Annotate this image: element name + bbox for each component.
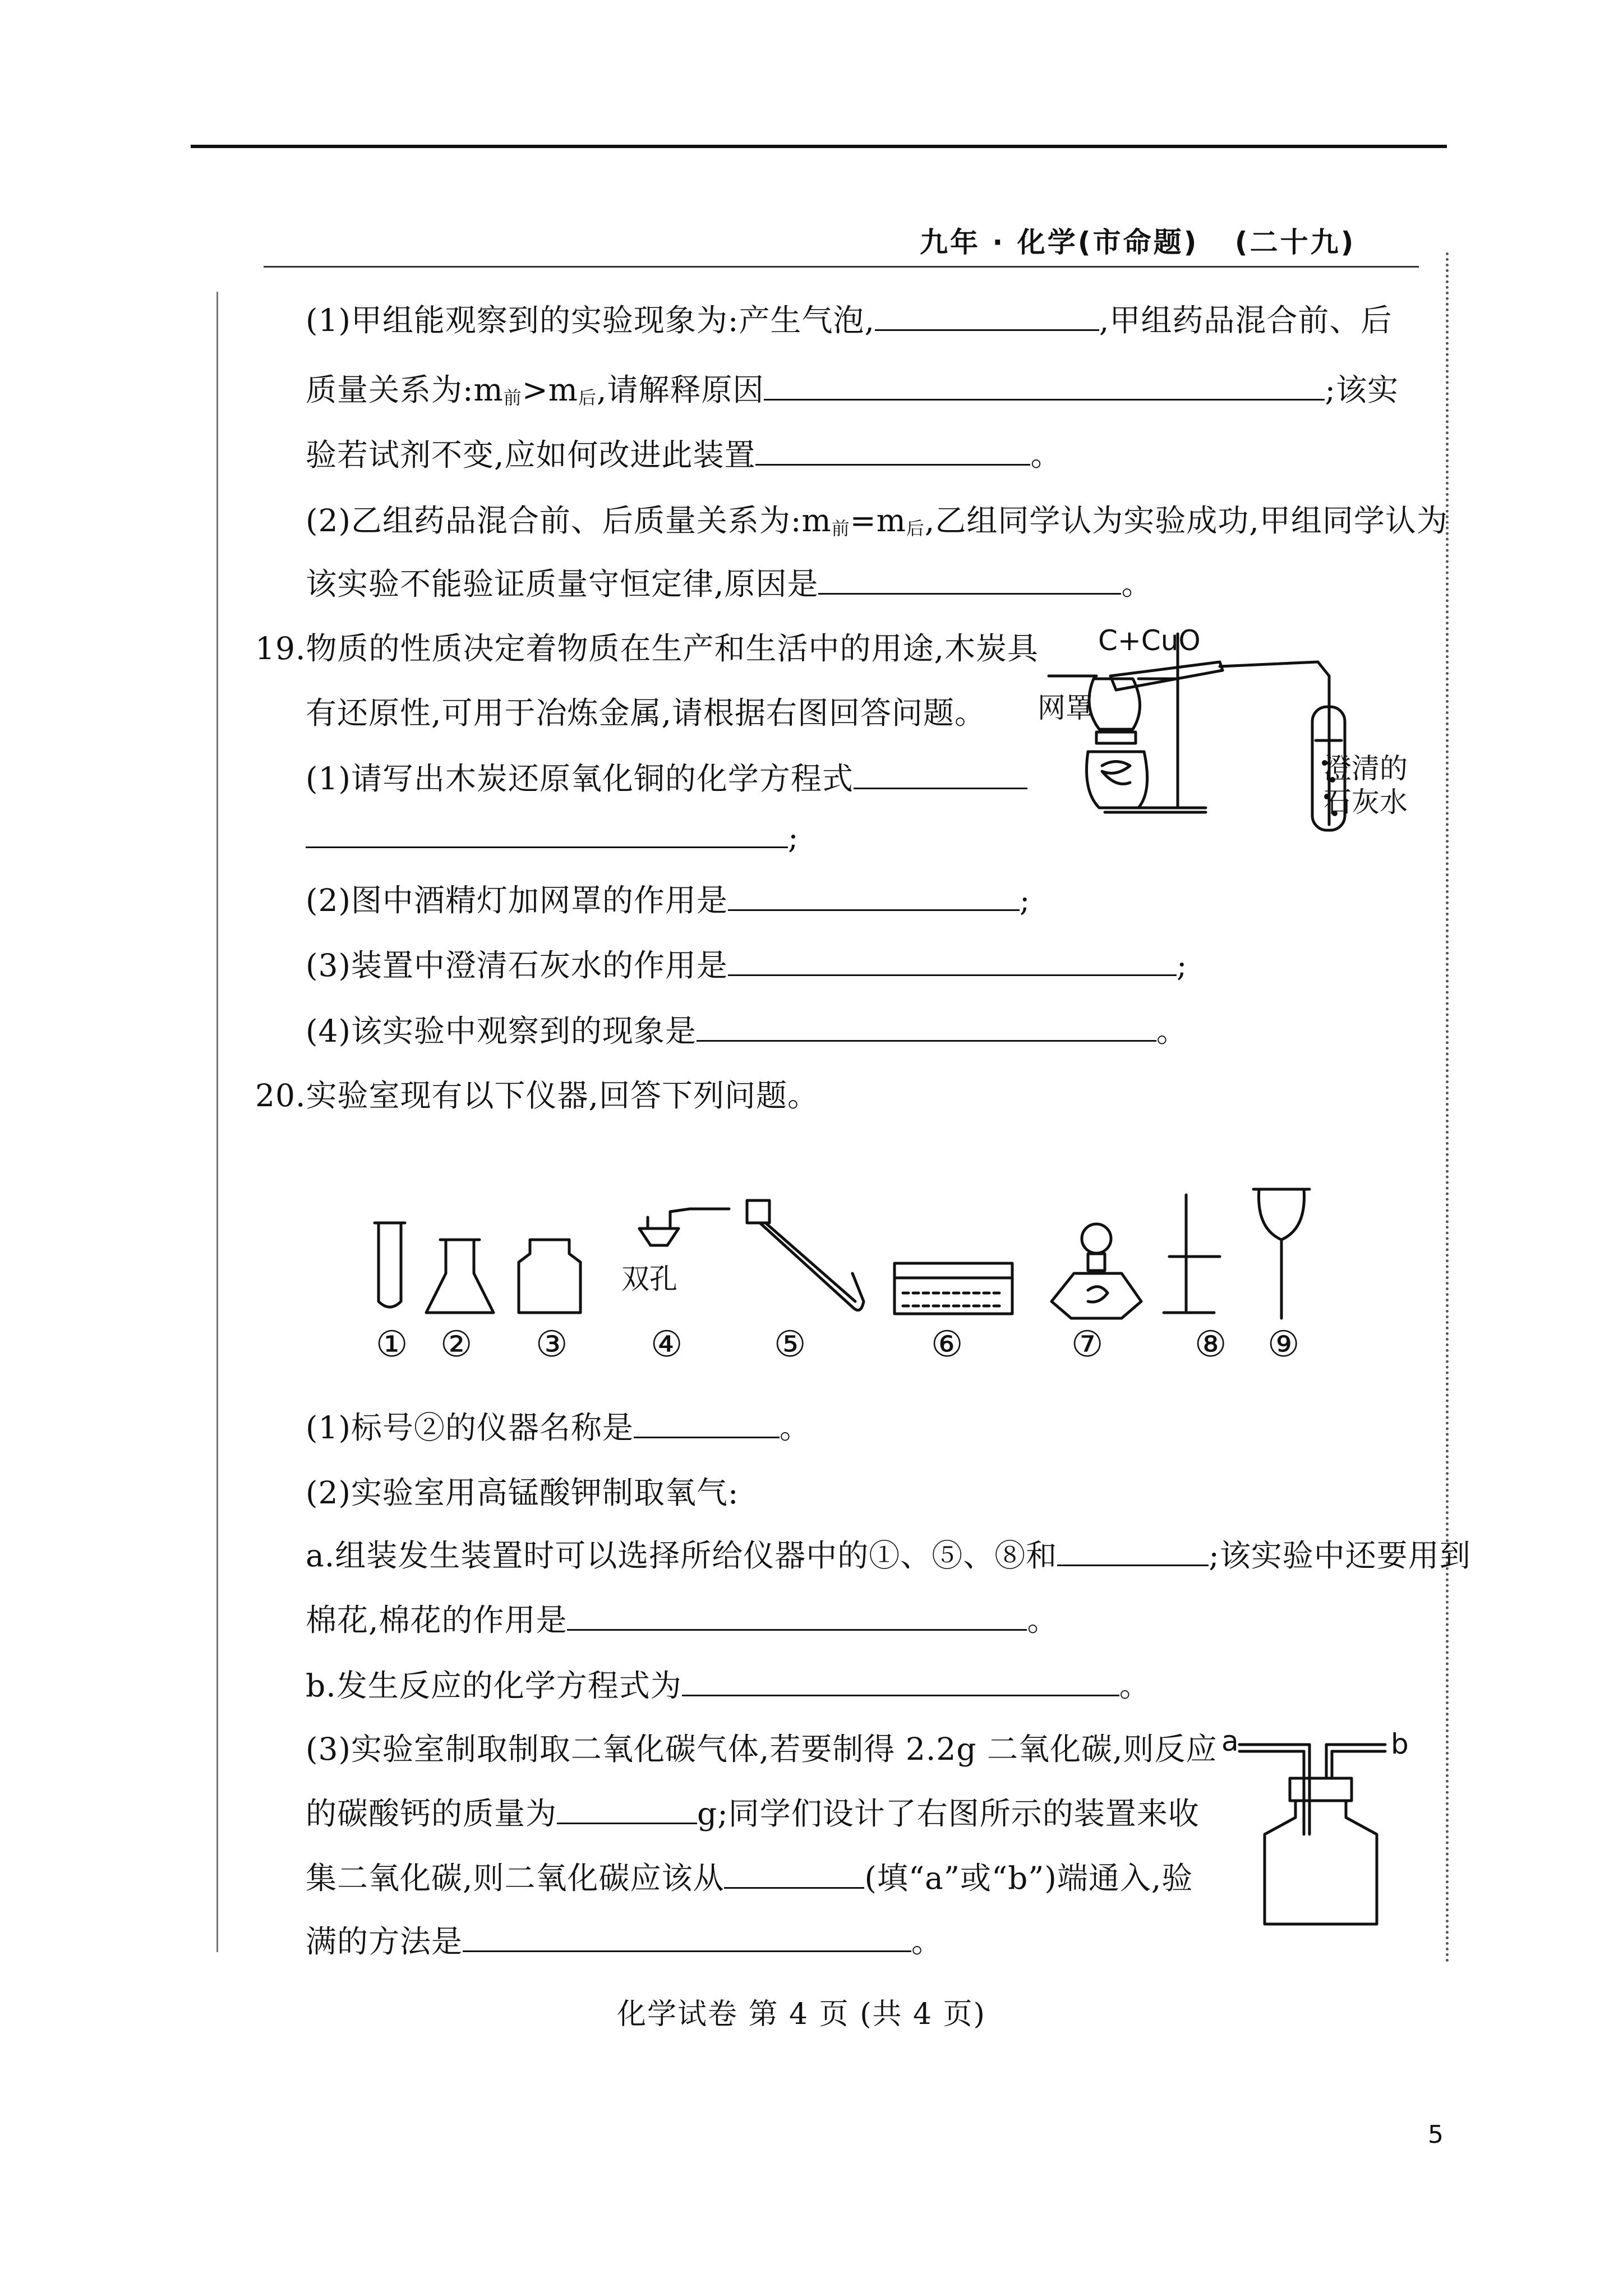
q18-p1-line3: 验若试剂不变,应如何改进此装置 。 [306,437,1062,473]
q20-sub2b: b.发生反应的化学方程式为 。 [306,1668,1151,1704]
header-underline [264,266,1419,268]
answer-blank[interactable] [728,947,1177,976]
delivery-tube-icon [747,1200,864,1310]
q20-sub3-line4: 满的方法是 。 [306,1924,943,1959]
fig-label-limewater-2: 石灰水 [1324,786,1408,818]
instrument-number-8: ⑧ [1195,1324,1227,1365]
answer-blank[interactable] [854,761,1027,789]
q18-p1-line1: (1)甲组能观察到的实验现象为:产生气泡, ,甲组药品混合前、后 [306,302,1393,338]
answer-blank[interactable] [764,372,1325,401]
conical-flask-icon [426,1240,494,1313]
instrument-number-1: ① [376,1324,408,1365]
q19-stem-line1: 19.物质的性质决定着物质在生产和生活中的用途,木炭具 [255,631,1039,666]
fig-label-limewater-1: 澄清的 [1324,752,1408,785]
gas-collection-bottle-figure [1217,1728,1408,1930]
fig-label-mesh: 网罩 [1038,692,1094,724]
answer-blank[interactable] [724,1860,864,1889]
answer-blank[interactable] [634,1410,780,1438]
answer-blank[interactable] [557,1796,697,1824]
page-header [920,220,1355,260]
label-two-hole: 双孔 [621,1263,677,1295]
water-trough-icon [895,1263,1012,1314]
answer-blank[interactable] [306,820,788,848]
q18-p1-line2: 质量关系为:m前>m后,请解释原因 ;该实 [306,372,1399,408]
page-footer: 化学试卷 第 4 页 (共 4 页) [617,1998,986,2031]
page-number: 5 [1428,2120,1444,2149]
header-number: (二十九) [1234,226,1356,259]
q19-sub1: (1)请写出木炭还原氧化铜的化学方程式 [306,760,1027,797]
q18-p2-line1: (2)乙组药品混合前、后质量关系为:m前=m后,乙组同学认为实验成功,甲组同学认为 [306,503,1448,539]
q19-sub1-cont: ; [306,819,799,856]
q20-stem: 20.实验室现有以下仪器,回答下列问题。 [255,1078,819,1114]
header-title: 九年 · 化学(市命题) [920,226,1199,259]
answer-blank[interactable] [682,1668,1119,1696]
q20-sub2a-line1: a.组装发生装置时可以选择所给仪器中的①、⑤、⑧和 ;该实验中还要用到 [306,1538,1471,1573]
instrument-number-2: ② [440,1324,473,1365]
separatory-funnel-icon [1253,1189,1310,1318]
answer-blank[interactable] [567,1602,1027,1631]
q20-sub2: (2)实验室用高锰酸钾制取氧气: [306,1475,739,1511]
q19-stem-line2: 有还原性,可用于冶炼金属,请根据右图回答问题。 [306,695,986,731]
answer-blank[interactable] [818,566,1121,595]
answer-blank[interactable] [875,302,1099,331]
instrument-number-3: ③ [536,1324,568,1365]
top-rule [191,145,1447,148]
q20-sub2a-line2: 棉花,棉花的作用是 。 [306,1602,1059,1638]
q20-sub3-line1: (3)实验室制取制取二氧化碳气体,若要制得 2.2g 二氧化碳,则反应 [306,1731,1218,1767]
fig-label-c-cuo: C+CuO [1098,624,1201,657]
test-tube-icon [375,1223,405,1307]
two-hole-stopper-icon [639,1209,729,1245]
answer-blank[interactable] [697,1013,1156,1042]
bottle-port-a: a [1221,1725,1239,1757]
bottle-port-b: b [1391,1728,1409,1760]
lab-instruments-figure [348,1139,1335,1329]
left-margin-line [216,292,218,1952]
alcohol-lamp-icon [1052,1224,1141,1318]
instrument-number-9: ⑨ [1267,1324,1300,1365]
wide-mouth-bottle-icon [519,1240,580,1313]
answer-blank[interactable] [1057,1538,1209,1566]
q20-sub3-line2: 的碳酸钙的质量为 g;同学们设计了右图所示的装置来收 [306,1796,1200,1832]
instrument-number-7: ⑦ [1071,1324,1104,1365]
instrument-number-4: ④ [651,1324,683,1365]
q19-sub2: (2)图中酒精灯加网罩的作用是 ; [306,882,1031,918]
q20-sub3-line3: 集二氧化碳,则二氧化碳应该从 (填“a”或“b”)端通入,验 [306,1860,1193,1896]
q19-sub4: (4)该实验中观察到的现象是 。 [306,1013,1188,1049]
q18-p2-line2: 该实验不能验证质量守恒定律,原因是 。 [306,566,1153,602]
q20-sub1: (1)标号②的仪器名称是 。 [306,1410,811,1446]
iron-stand-icon [1164,1195,1220,1313]
answer-blank[interactable] [728,882,1020,911]
instrument-number-6: ⑥ [931,1324,963,1365]
answer-blank[interactable] [463,1924,911,1952]
q19-sub3: (3)装置中澄清石灰水的作用是 ; [306,947,1188,983]
answer-blank[interactable] [755,437,1030,466]
instrument-number-5: ⑤ [774,1324,806,1365]
